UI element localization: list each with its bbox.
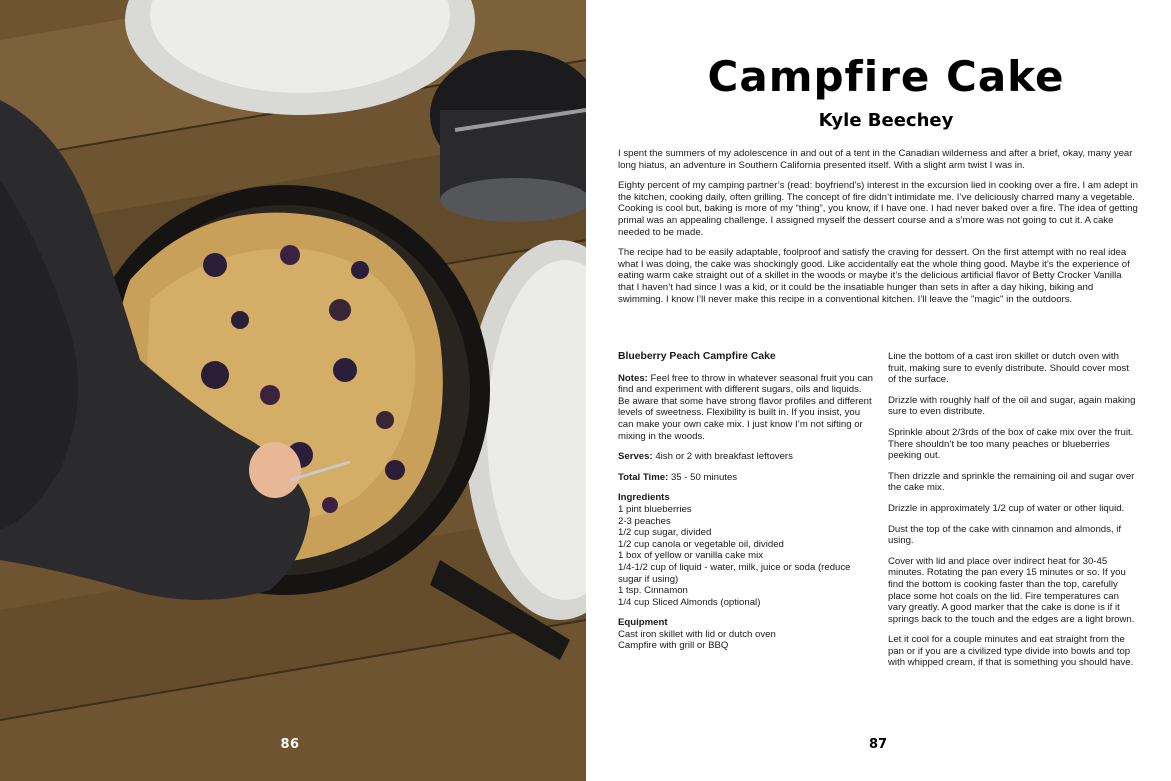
recipe-steps-column [888, 351, 1138, 678]
recipe-name: Blueberry Peach Campfire Cake [618, 351, 776, 362]
page-title: Campfire Cake [707, 52, 1065, 101]
equipment-heading: Equipment [618, 617, 668, 629]
ingredient-item: 1 pint blueberries [618, 503, 692, 515]
recipe-notes [618, 373, 874, 443]
ingredient-item: 1/4-1/2 cup of liquid - water, milk, juice or soda (reduce sugar if using) [618, 561, 851, 585]
recipe-step: Sprinkle about 2/3rds of the box of cake mix over the fruit. There shouldn’t be too many peaches or blueberries peeking out. [888, 426, 1134, 462]
serves-label: Serves: [618, 451, 653, 463]
page-number-right: 87 [868, 737, 888, 752]
intro-paragraph: Eighty percent of my camping partner’s (read: boyfriend’s) interest in the excursion lied in cooking over a fire. I am adept in the kitchen, cooking daily, often grilling. The concept of fire didn’t intimidate me. I’ve deliciously charred many a vegetable. Cooking is cool but, baking is more of my “thing”, you know, if I have one. I had never baked over a fire. The idea of getting primal was an appealing challenge. I assigned myself the dessert course and a s’more was not going to cut it. A cake needed to be made. [618, 180, 1138, 238]
recipe-page [586, 0, 1171, 781]
ingredient-item: 1/2 cup canola or vegetable oil, divided [618, 538, 784, 550]
time-label: Total Time: [618, 471, 669, 483]
recipe-info-column [618, 351, 874, 661]
notes-label: Notes: [618, 372, 648, 384]
cooking-pot [430, 50, 586, 222]
ingredients-heading: Ingredients [618, 492, 670, 504]
page-number-left: 86 [280, 737, 300, 752]
ingredients-list [618, 504, 874, 608]
intro-paragraph: I spent the summers of my adolescence in and out of a tent in the Canadian wilderness and after a brief, okay, many year long hiatus, an adventure in Southern California presented itself. With a slight arm twist I was in. [618, 148, 1133, 171]
recipe-step: Then drizzle and sprinkle the remaining oil and sugar over the cake mix. [888, 470, 1135, 494]
author-name: Kyle Beechey [818, 110, 954, 131]
intro-paragraph: The recipe had to be easily adaptable, foolproof and satisfy the craving for dessert. On the first attempt with no real idea what I was doing, the cake was shockingly good. Like accidentally eat the whole thing good. Maybe it’s the experience of eating warm cake straight out of a skillet in the woods or maybe it’s the delicious artificial flavor of Betty Crocker Vanilla that I haven’t had since I was a kid, or it could be the insatiable hunger than sets in after a day hiking, biking and swimming. I know I’ll never make this recipe in a conventional kitchen. I’ll leave the "magic" in the outdoors. [618, 247, 1130, 305]
equipment-item: Cast iron skillet with lid or dutch oven [618, 628, 776, 640]
ingredient-item: 1/2 cup sugar, divided [618, 527, 712, 539]
ingredient-item: 1/4 cup Sliced Almonds (optional) [618, 596, 761, 608]
equipment-list [618, 629, 874, 652]
recipe-step: Cover with lid and place over indirect heat for 30-45 minutes. Rotating the pan every 15 minutes or so. If you find the bottom is cooking faster than the top, carefully place some hot coals on the lid. Fire temperatures can vary greatly. A good marker that the cake is done is if it springs back to the touch and the edges are a light brown. [888, 555, 1135, 625]
notes-text: Feel free to throw in whatever seasonal fruit you can find and experiment with different sugars, oils and liquids. Be aware that some have strong flavor profiles and different levels of sweetness. Flexibility is built in. If you insist, you can make your own cake mix. I just know I’m not sifting or mixing in the woods. [618, 372, 873, 442]
equipment-item: Campfire with grill or BBQ [618, 640, 729, 652]
ingredient-item: 2-3 peaches [618, 515, 671, 527]
recipe-step: Line the bottom of a cast iron skillet or dutch oven with fruit, making sure to evenly distribute. Should cover most of the surface. [888, 351, 1130, 386]
ingredient-item: 1 box of yellow or vanilla cake mix [618, 550, 764, 562]
intro-text [618, 148, 1138, 314]
recipe-serves [618, 451, 874, 463]
time-text: 35 - 50 minutes [670, 471, 738, 483]
recipe-step: Dust the top of the cake with cinnamon and almonds, if using. [888, 523, 1122, 547]
recipe-step: Drizzle in approximately 1/2 cup of water or other liquid. [888, 502, 1125, 514]
ingredient-item: 1 tsp. Cinnamon [618, 585, 688, 597]
recipe-step: Drizzle with roughly half of the oil and sugar, again making sure to even distribute. [888, 394, 1136, 418]
recipe-step: Let it cool for a couple minutes and eat straight from the pan or if you are a civilized type divide into bowls and top with whipped cream, if that is something you should have. [888, 634, 1134, 669]
serves-text: 4ish or 2 with breakfast leftovers [655, 451, 793, 463]
recipe-total-time [618, 472, 874, 484]
